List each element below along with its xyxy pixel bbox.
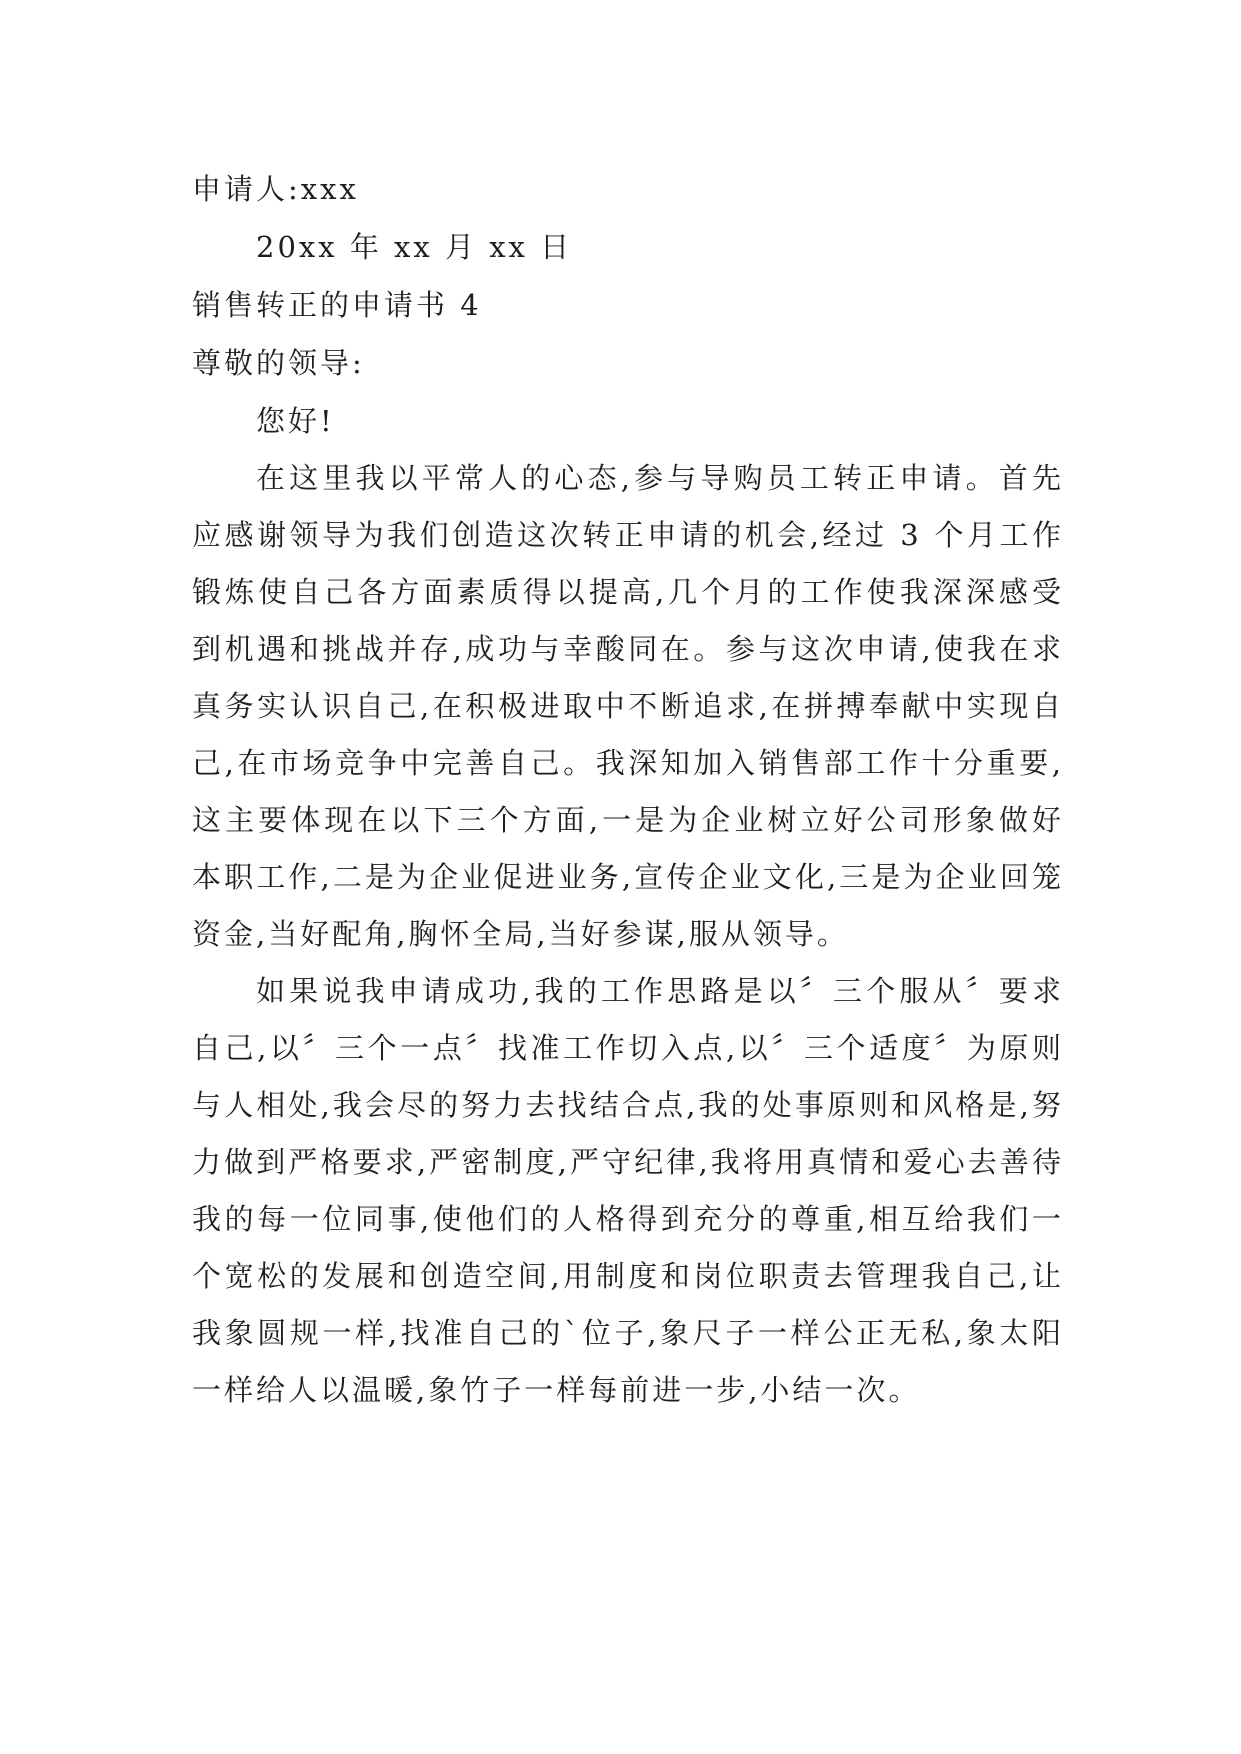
greeting: 您好! [256,404,335,438]
date-line: 20xx 年 xx 月 xx 日 [256,230,573,264]
salutation: 尊敬的领导: [192,346,365,380]
applicant-line: 申请人:xxx [192,172,359,206]
body-paragraph-1: 在这里我以平常人的心态,参与导购员工转正申请。首先应感谢领导为我们创造这次转正申请的机会,经过 3 个月工作锻炼使自己各方面素质得以提高,几个月的工作使我深深感受到机遇和挑战并存,成功与幸酸同在。参与这次申请,使我在求真务实认识自己,在积极进取中不断追求,在拼搏奉献中实现自己,在市场竞争中完善自己。我深知加入销售部工作十分重要,这主要体现在以下三个方面,一是为企业树立好公司形象做好本职工作,二是为企业促进业务,宣传企业文化,三是为企业回笼资金,当好配角,胸怀全局,当好参谋,服从领导。 [192,461,1064,951]
body-paragraph-2: 如果说我申请成功,我的工作思路是以〞三个服从〞要求自己,以〞三个一点〞找准工作切入点,以〞三个适度〞为原则与人相处,我会尽的努力去找结合点,我的处事原则和风格是,努力做到严格要求,严密制度,严守纪律,我将用真情和爱心去善待我的每一位同事,使他们的人格得到充分的尊重,相互给我们一个宽松的发展和创造空间,用制度和岗位职责去管理我自己,让我象圆规一样,找准自己的`位子,象尺子一样公正无私,象太阳一样给人以温暖,象竹子一样每前进一步,小结一次。 [192,974,1064,1407]
document-page [192,160,1064,1419]
letter-title: 销售转正的申请书 4 [192,288,482,322]
